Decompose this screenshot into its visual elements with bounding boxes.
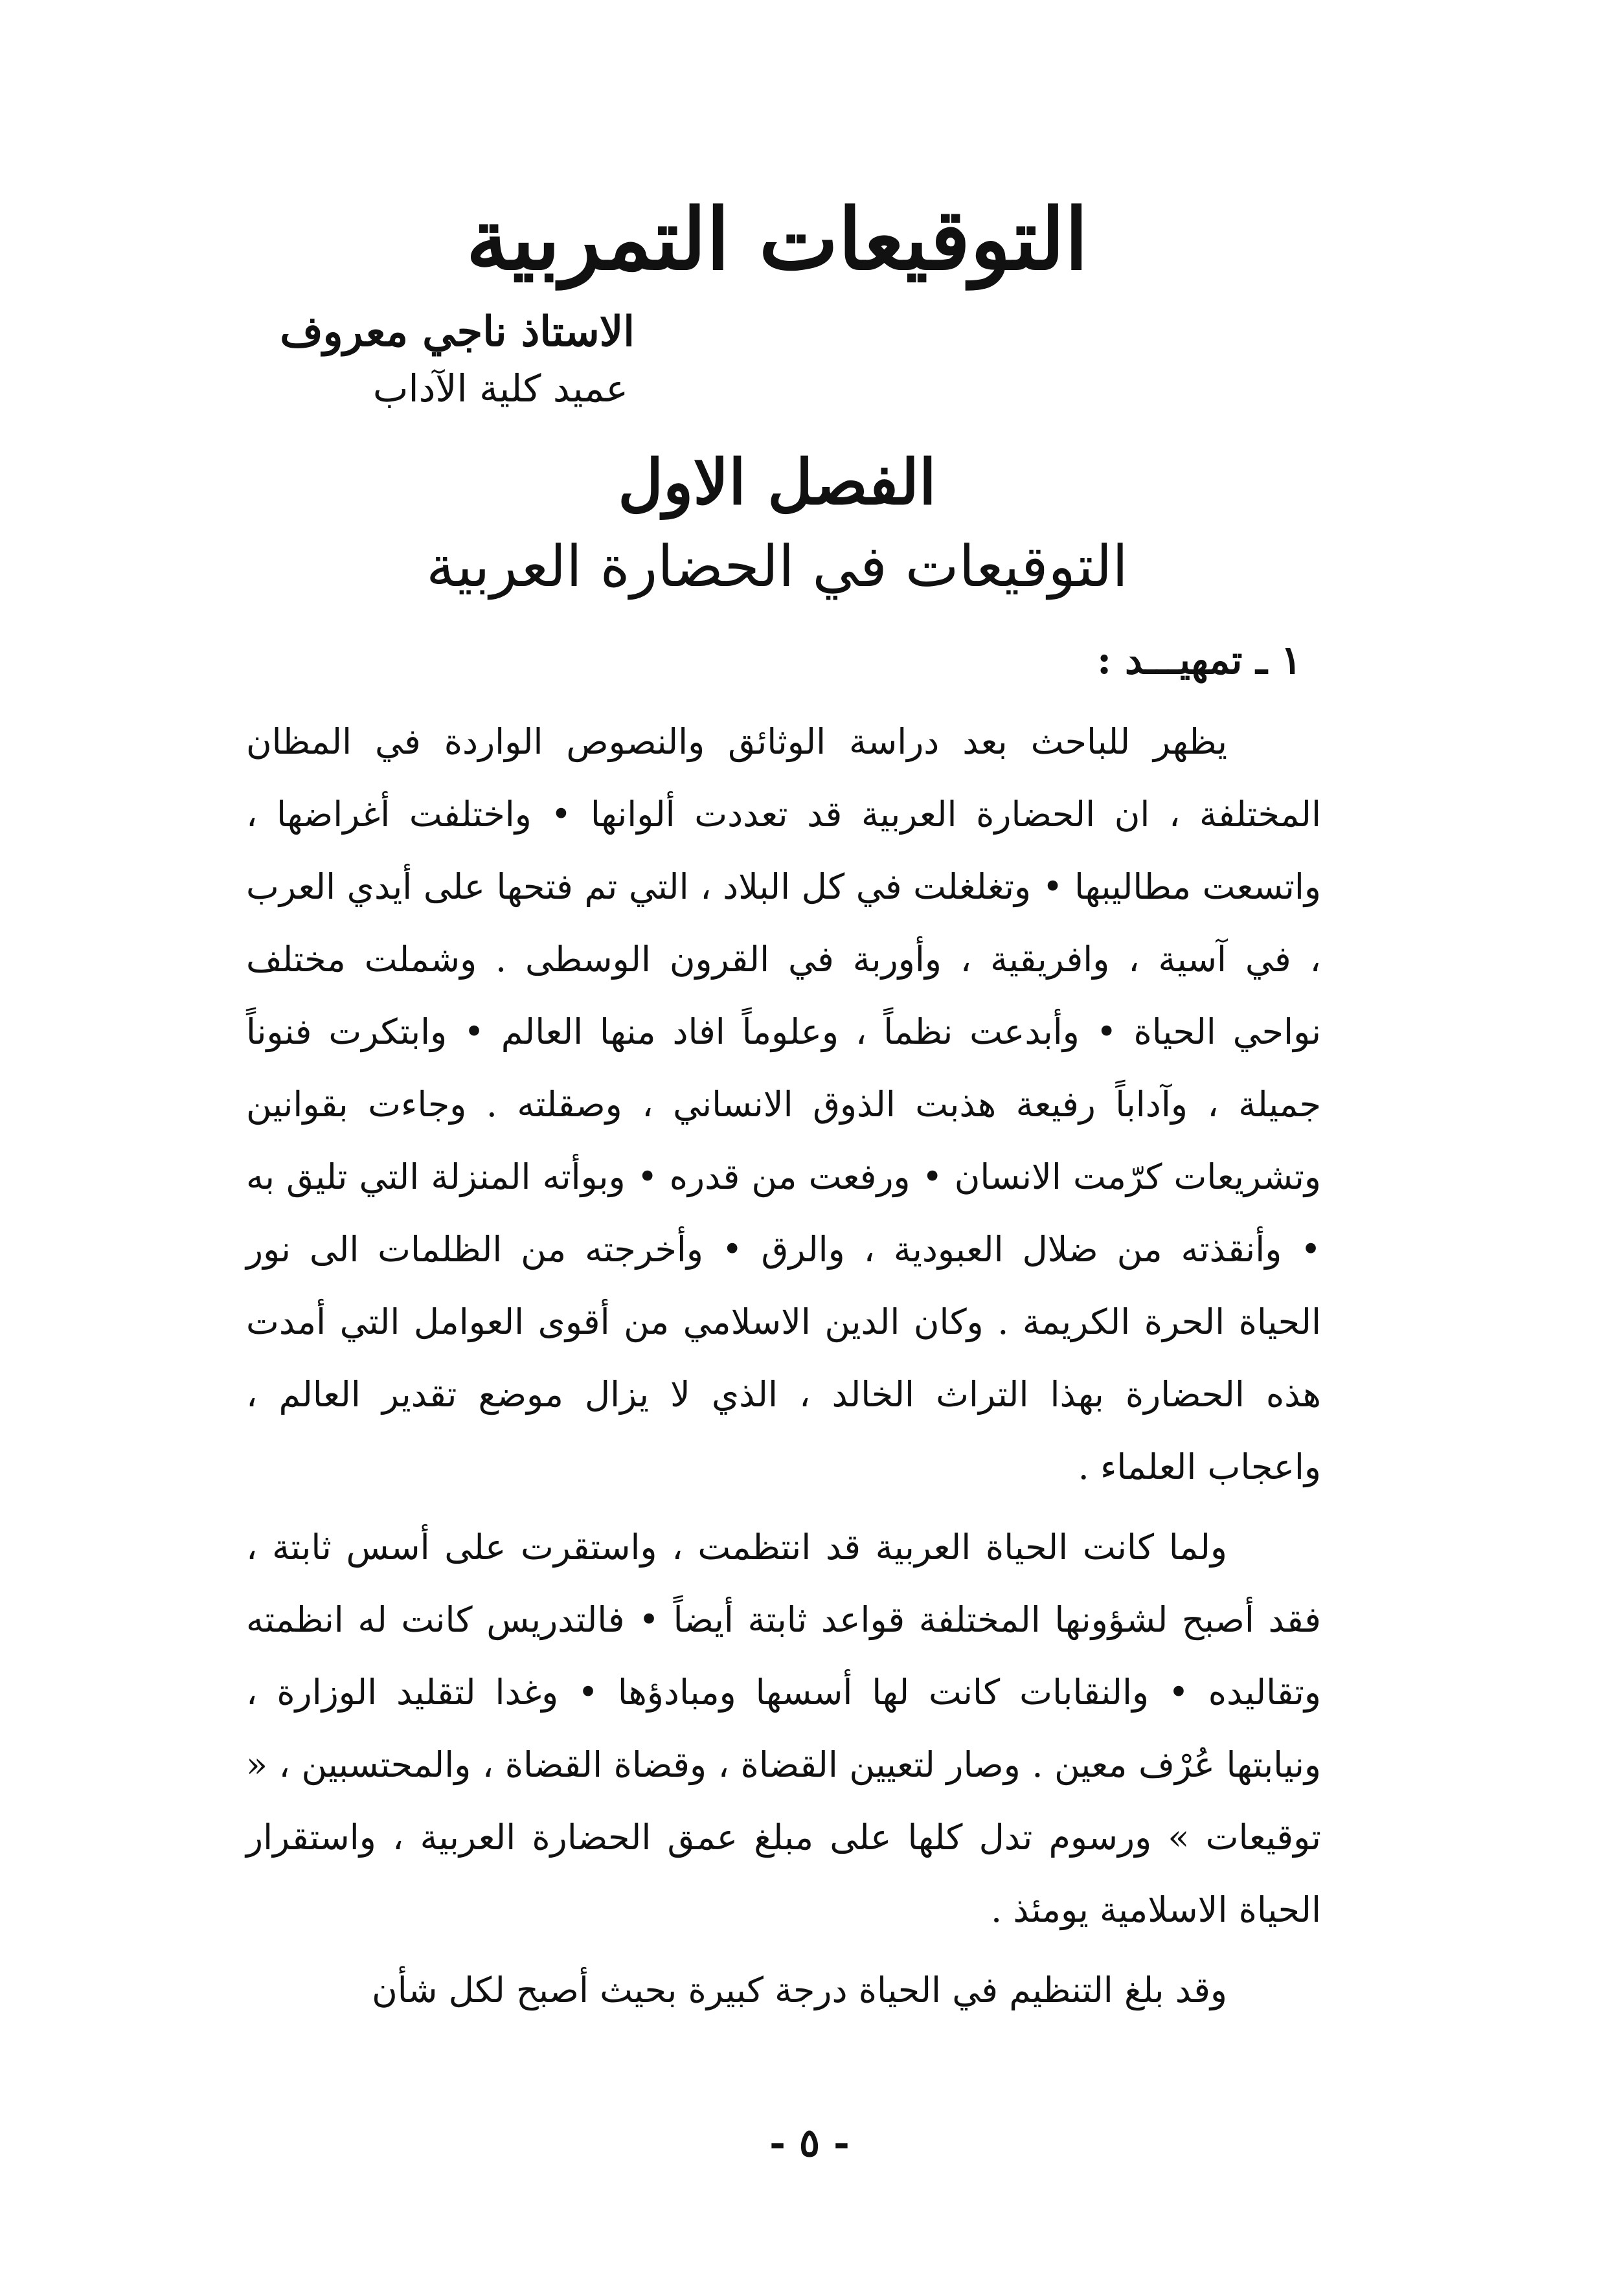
chapter-label: الفصل الاول (618, 445, 936, 519)
body-text (246, 706, 1321, 2034)
paragraph: ولما كانت الحياة العربية قد انتظمت ، واستقرت على أسس ثابتة ، فقد أصبح لشؤونها المختلفة قواعد ثابتة أيضاً • فالتدريس كانت له انظمته وتقاليده • والنقابات كانت لها أسسها ومبادؤها • وغدا لتقليد الوزارة ، ونيابتها عُرْف معين . وصار لتعيين القضاة ، وقضاة القضاة ، والمحتسبين ، « توقيعات » ورسوم تدل كلها على مبلغ عمق الحضارة العربية ، واستقرار الحياة الاسلامية يومئذ . (246, 1527, 1321, 1930)
paragraph: يظهر للباحث بعد دراسة الوثائق والنصوص الواردة في المظان المختلفة ، ان الحضارة العربية قد تعددت ألوانها • واختلفت أغراضها ، واتسعت مطاليبها • وتغلغلت في كل البلاد ، التي تم فتحها على أيدي العرب ، في آسية ، وافريقية ، وأوربة في القرون الوسطى . وشملت مختلف نواحي الحياة • وأبدعت نظماً ، وعلوماً افاد منها العالم • وابتكرت فنوناً جميلة ، وآداباً رفيعة هذبت الذوق الانساني ، وصقلته . وجاءت بقوانين وتشريعات كرّمت الانسان • ورفعت من قدره • وبوأته المنزلة التي تليق به • وأنقذته من ضلال العبودية ، والرق • وأخرجته من الظلمات الى نور الحياة الحرة الكريمة . وكان الدين الاسلامي من أقوى العوامل التي أمدت هذه الحضارة بهذا التراث الخالد ، الذي لا يزال موضع تقدير العالم ، واعجاب العلماء . (246, 721, 1322, 1487)
author-name: الاستاذ ناجي معروف (280, 308, 635, 356)
paragraph: وقد بلغ التنظيم في الحياة درجة كبيرة بحيث أصبح لكل شأن (372, 1970, 1227, 2010)
page-number: - ٥ - (769, 2121, 850, 2166)
author-role: عميد كلية الآداب (372, 366, 628, 411)
section-heading: ١ ـ تمهيـــد : (1096, 638, 1302, 683)
chapter-title: التوقيعات في الحضارة العربية (426, 533, 1128, 600)
article-title: التوقيعات التمربية (466, 190, 1089, 289)
